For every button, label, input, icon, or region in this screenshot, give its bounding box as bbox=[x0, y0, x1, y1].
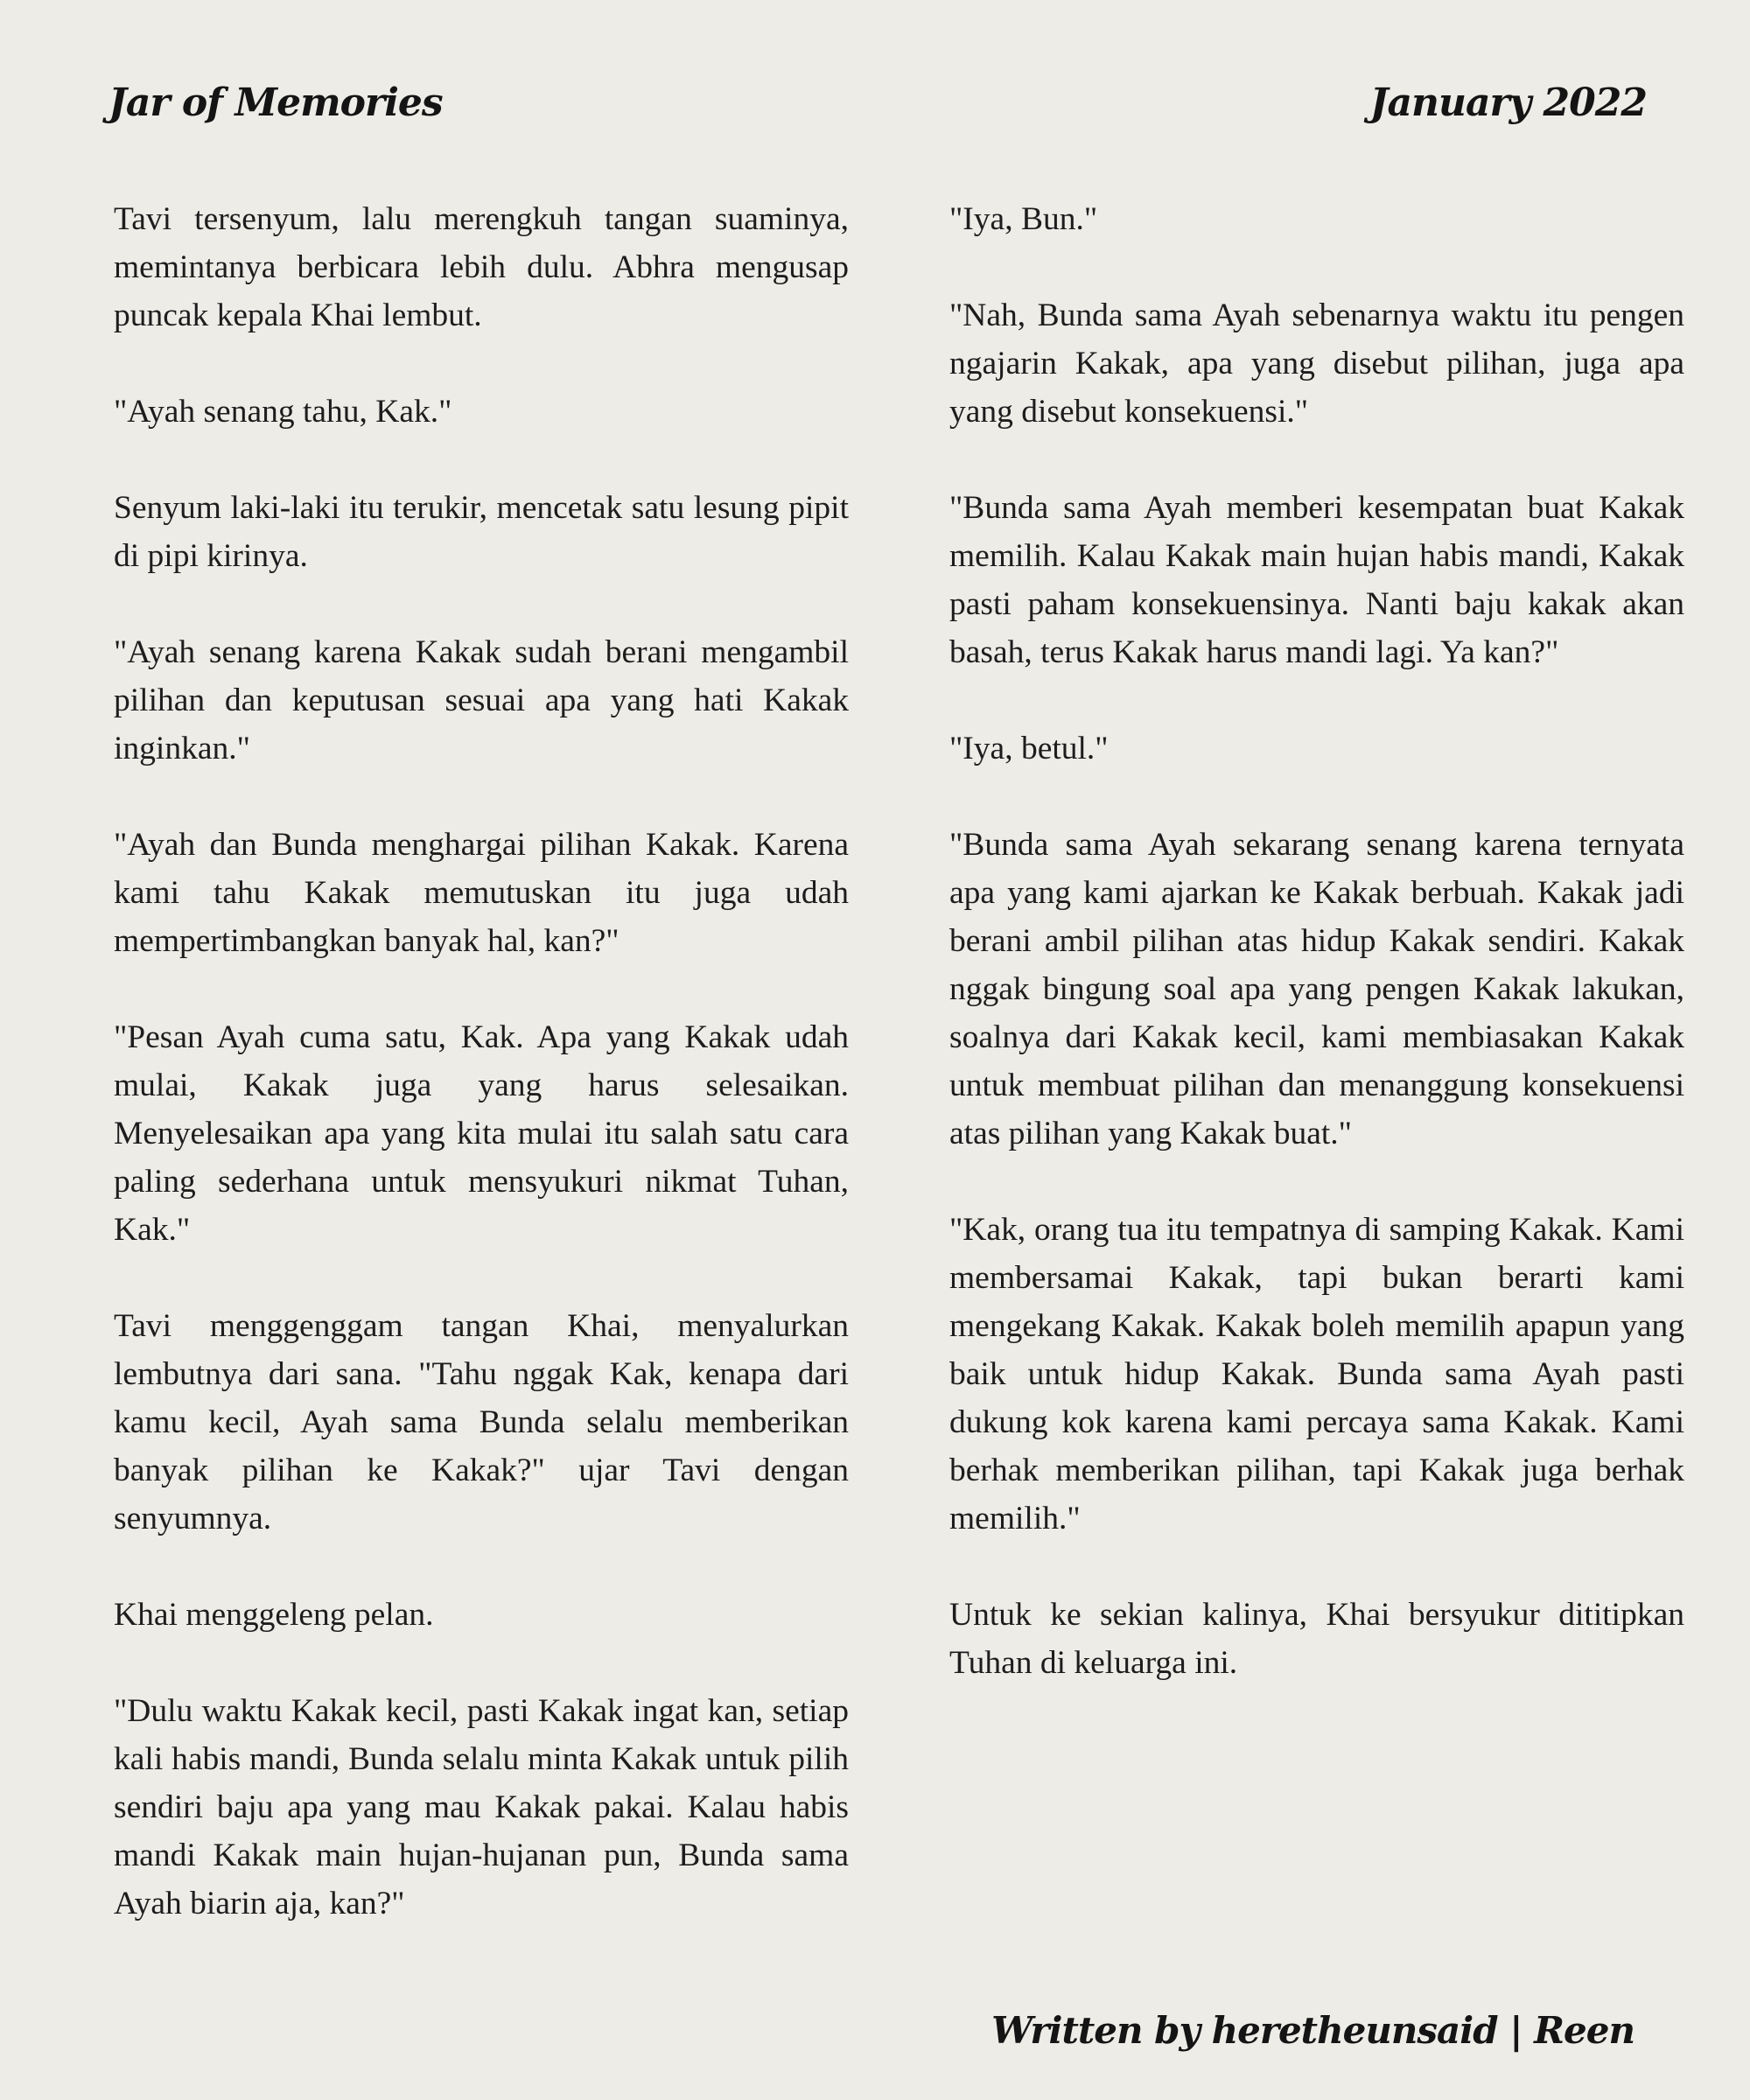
paragraph: "Nah, Bunda sama Ayah sebenarnya waktu itu pengen ngajarin Kakak, apa yang disebut pilihan, juga apa yang disebut konsekuensi." bbox=[949, 298, 1684, 430]
paragraph: "Bunda sama Ayah sekarang senang karena ternyata apa yang kami ajarkan ke Kakak berbuah. Kakak jadi berani ambil pilihan atas hidup Kakak sendiri. Kakak nggak bingung soal apa yang pengen Kakak lakukan, soalnya dari Kakak kecil, kami membiasakan Kakak untuk membuat pilihan dan menanggung konsekuensi atas pilihan yang Kakak buat." bbox=[949, 827, 1684, 1152]
left-column bbox=[114, 195, 849, 1976]
paragraph: "Kak, orang tua itu tempatnya di samping Kakak. Kami membersamai Kakak, tapi bukan berarti kami mengekang Kakak. Kakak boleh memilih apapun yang baik untuk hidup Kakak. Bunda sama Ayah pasti dukung kok karena kami percaya sama Kakak. Kami berhak memberikan pilihan, tapi Kakak juga berhak memilih." bbox=[949, 1212, 1684, 1536]
paragraph: Tavi tersenyum, lalu merengkuh tangan suaminya, memintanya berbicara lebih dulu. Abhra mengusap puncak kepala Khai lembut. bbox=[114, 201, 849, 333]
paragraph: "Iya, betul." bbox=[949, 731, 1109, 766]
paragraph: "Dulu waktu Kakak kecil, pasti Kakak ingat kan, setiap kali habis mandi, Bunda selalu minta Kakak untuk pilih sendiri baju apa yang mau Kakak pakai. Kalau habis mandi Kakak main hujan-hujanan pun, Bunda sama Ayah biarin aja, kan?" bbox=[114, 1693, 849, 1922]
paragraph: Untuk ke sekian kalinya, Khai bersyukur dititipkan Tuhan di keluarga ini. bbox=[949, 1597, 1684, 1681]
paragraph: "Ayah dan Bunda menghargai pilihan Kakak. Karena kami tahu Kakak memutuskan itu juga udah mempertimbangkan banyak hal, kan?" bbox=[114, 827, 849, 959]
paragraph: "Ayah senang tahu, Kak." bbox=[114, 394, 452, 430]
paragraph: Senyum laki-laki itu terukir, mencetak satu lesung pipit di pipi kirinya. bbox=[114, 490, 849, 574]
right-column bbox=[949, 195, 1684, 1735]
author-credit: Written by heretheunsaid | Reen bbox=[991, 2009, 1634, 2052]
paragraph: "Iya, Bun." bbox=[949, 201, 1098, 237]
document-title: Jar of Memories bbox=[108, 80, 443, 125]
document-date: January 2022 bbox=[1369, 80, 1647, 125]
paragraph: "Bunda sama Ayah memberi kesempatan buat Kakak memilih. Kalau Kakak main hujan habis mandi, Kakak pasti paham konsekuensinya. Nanti baju kakak akan basah, terus Kakak harus mandi lagi. Ya kan?" bbox=[949, 490, 1684, 670]
paragraph: Khai menggeleng pelan. bbox=[114, 1597, 434, 1633]
paragraph: Tavi menggenggam tangan Khai, menyalurkan lembutnya dari sana. "Tahu nggak Kak, kenapa dari kamu kecil, Ayah sama Bunda selalu memberikan banyak pilihan ke Kakak?" ujar Tavi dengan senyumnya. bbox=[114, 1308, 849, 1536]
paragraph: "Ayah senang karena Kakak sudah berani mengambil pilihan dan keputusan sesuai apa yang hati Kakak inginkan." bbox=[114, 634, 849, 766]
paragraph: "Pesan Ayah cuma satu, Kak. Apa yang Kakak udah mulai, Kakak juga yang harus selesaikan. Menyelesaikan apa yang kita mulai itu salah satu cara paling sederhana untuk mensyukuri nikmat Tuhan, Kak." bbox=[114, 1019, 849, 1248]
